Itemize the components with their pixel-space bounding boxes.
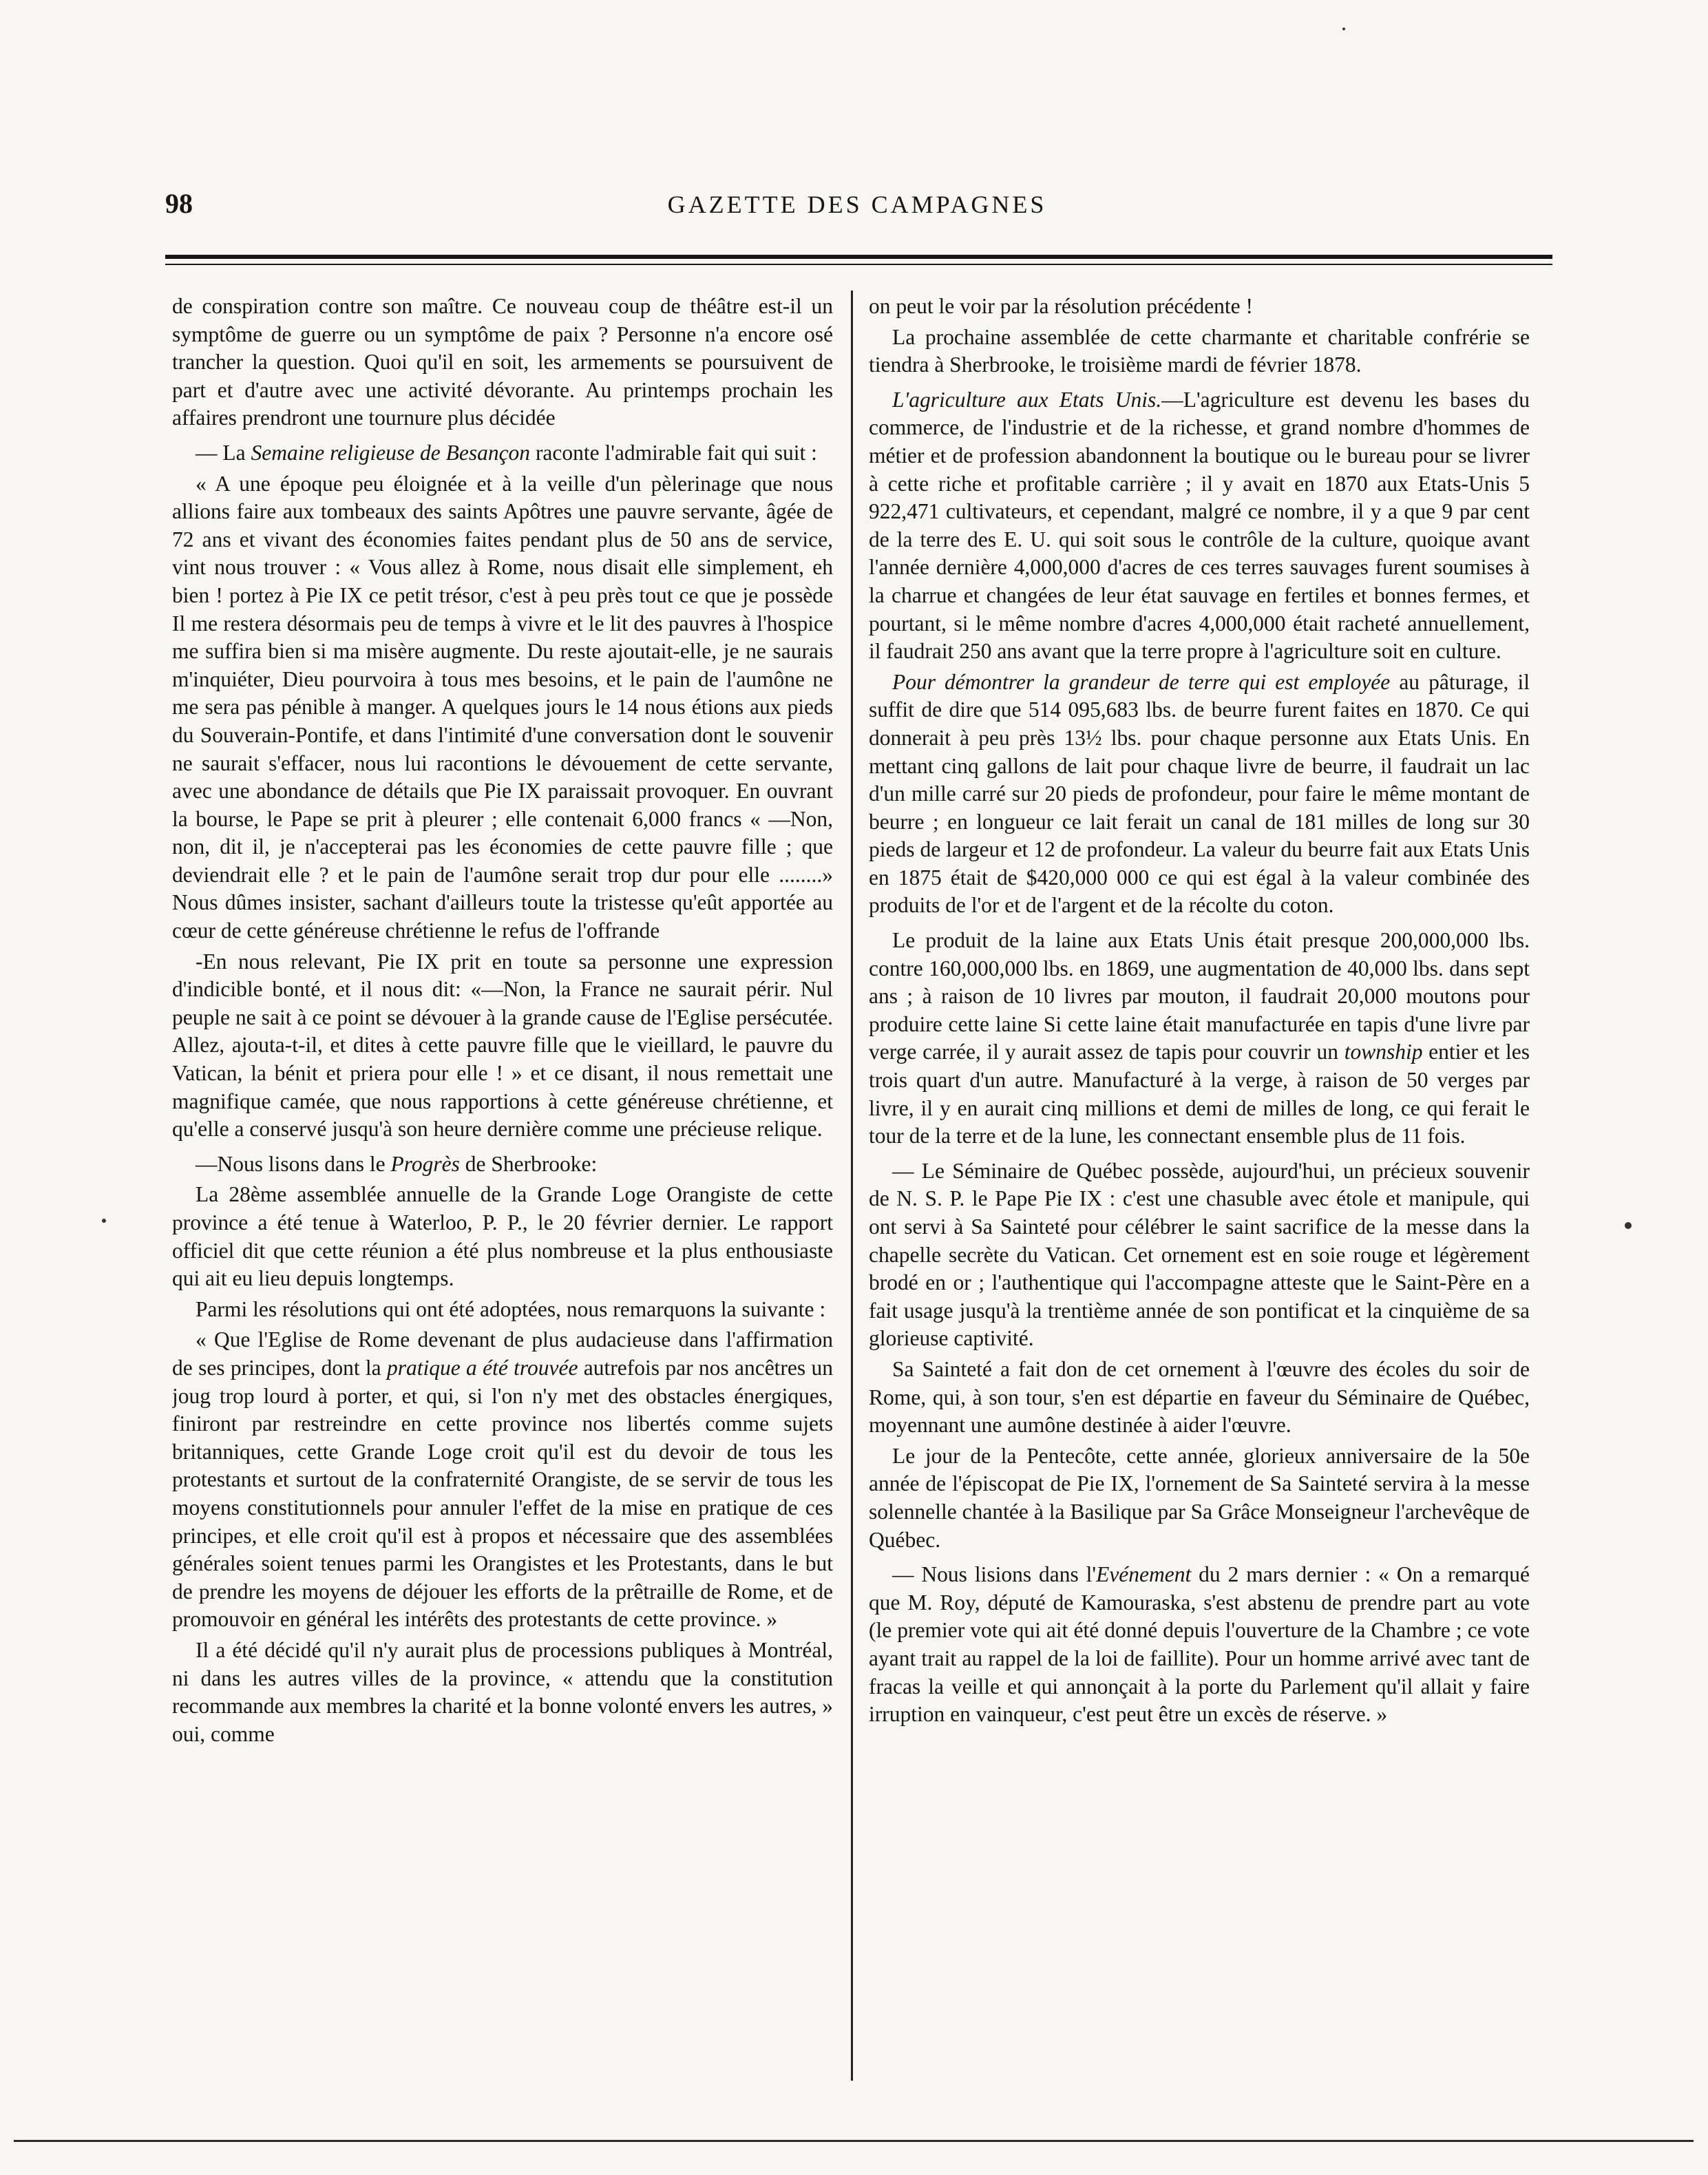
evenement-note: — Nous lisions dans l'Evénement du 2 mars dernier : « On a remarqué que M. Roy, député de Kamouraska, s'est abstenu de prendre part au vote (le premier vote qui ait été donné depuis l'ouverture de la Chambre ; ce vote ayant trait au rappel de la loi de faillite). Pour un homme arrivé avec tant de fracas la veille et qui annonçait à la porte du Parlement qu'il allait y faire irruption en vainqueur, c'est peut être un excès de réserve. » (869, 1562, 1530, 1727)
page-number: 98 (165, 188, 193, 219)
agriculture-article: L'agriculture aux Etats Unis.—L'agriculture est devenu les bases du commerce, de l'industrie et de la richesse, et grand nombre d'hommes de métier et de profession abandonnent la boutique ou le bureau pour se livrer à cette riche et profitable carrière ; il y avait en 1870 aux Etats-Unis 5 922,471 cultivateurs, et cependant, malgré ce nombre, il y a que 9 par cent de la terre des E. U. qui soit sous le contrôle de la culture, quoique avant l'année dernière 4,000,000 d'acres de ces terres sauvages furent soumises à la charrue et changées de leur état sauvage en fertiles et bonnes fermes, et pourtant, si le même nombre d'acres 4,000,000 était racheté annuellement, il faudrait 250 ans avant que la terre propre à l'agriculture soit en culture. (869, 387, 1530, 664)
running-title: GAZETTE DES CAMPAGNES (667, 191, 1047, 218)
header-rule-thin (165, 264, 1552, 265)
column-divider (851, 291, 853, 2081)
header-rule-thick (165, 255, 1552, 259)
scan-speck (102, 1219, 106, 1223)
pilgrimage-story: « A une époque peu éloignée et à la veille d'un pèlerinage que nous allions faire aux tombeaux des saints Apôtres une pauvre servante, âgée de 72 ans et vivant des économies faites pendant plus de 50 ans de service, vint nous trouver : « Vous allez à Rome, nous disait elle simplement, eh bien ! portez à Pie IX ce petit trésor, c'est à peu près tout ce que je possède Il me restera désormais peu de temps à vivre et le lit des pauvres à l'hospice me suffira bien si ma misère augmente. Du reste ajoutait-elle, je ne saurais m'inquiéter, Dieu pourvoira à tous mes besoins, et le pain de l'aumône ne me sera pas pénible à manger. A quelques jours le 14 nous étions aux pieds du Souverain-Pontife, et dans l'intimité d'une conversation dont le souvenir ne saurait s'effacer, nous lui racontions le dévouement de cette servante, avec une abondance de détails que Pie IX paraissait provoquer. En ouvrant la bourse, le Pape se prit à pleurer ; elle contenait 6,000 francs « —Non, non, dit il, je n'accepterai pas les économies de cette pauvre fille ; que deviendrait elle ? et le pain de l'aumône serait trop dur pour elle ........» Nous dûmes insister, sachant d'ailleurs toute la tristesse qu'eût apportée au cœur de cette généreuse chrétienne le refus de l'offrande (172, 471, 833, 943)
article-continuation: de conspiration contre son maître. Ce nouveau coup de théâtre est-il un symptôme de guerre ou un symptôme de paix ? Personne n'a encore osé trancher la question. Quoi qu'il en soit, les armements se poursuivent de part et d'autre avec une activité dévorante. Au printemps prochain les affaires prendront une tournure plus décidée (172, 294, 833, 430)
bottom-rule (14, 2140, 1694, 2142)
wool-statistics: Le produit de la laine aux Etats Unis était presque 200,000,000 lbs. contre 160,000,000 lbs. en 1869, une augmentation de 40,000 lbs. dans sept ans ; à raison de 10 livres par mouton, il faudrait 20,000 moutons pour produire cette laine Si cette laine était manufacturée en tapis d'une livre par verge carrée, il y aurait assez de tapis pour couvrir un township entier et les trois quart d'un autre. Manufacturé à la verge, à raison de 50 verges par livre, il y en aurait cinq millions et demi de milles de long, ce qui ferait le tour de la terre et de la lune, les connectant ensemble plus de 11 fois. (869, 928, 1530, 1148)
sherbrooke-intro: —Nous lisons dans le Progrès de Sherbrooke: (196, 1151, 598, 1176)
right-column (869, 293, 1530, 2062)
article-continuation: on peut le voir par la résolution précédente ! (869, 294, 1254, 318)
source-title: Semaine religieuse de Besançon (251, 440, 531, 465)
scan-speck (1342, 28, 1345, 30)
source-title: Evénement (1096, 1562, 1192, 1587)
orange-lodge-meeting: La 28ème assemblée annuelle de la Grande Loge Orangiste de cette province a été tenue à Waterloo, P. P., le 20 février dernier. Le rapport officiel dit que cette réunion a été plus nombreuse et la plus enthousiaste qui ait eu lieu depuis longtemps. (172, 1182, 833, 1291)
butter-statistics: Pour démontrer la grandeur de terre qui est employée au pâturage, il suffit de dire que 514 095,683 lbs. de beurre furent faites en 1870. Ce qui donnerait à peu près 13½ lbs. pour chaque personne aux Etats Unis. En mettant cinq gallons de lait pour chaque livre de beurre, il faudrait un lac d'un mille carré sur 20 pieds de profondeur, pour faire le même montant de beurre ; en longueur ce lait ferait un canal de 181 milles de long sur 30 pieds de largeur et 12 de profondeur. La valeur du beurre fait aux Etats Unis en 1875 était de $420,000 000 ce qui est égal à la valeur combinée des produits de l'or et de l'argent et de la récolte du coton. (869, 669, 1530, 918)
next-meeting: La prochaine assemblée de cette charmante et charitable confrérie se tiendra à Sherbrooke, le troisième mardi de février 1878. (869, 324, 1530, 377)
orange-resolution: « Que l'Eglise de Rome devenant de plus audacieuse dans l'affirmation de ses principes, dont la pratique a été trouvée autrefois par nos ancêtres un joug trop lourd à porter, et qui, si l'on n'y met des obstacles énergiques, finiront par restreindre en cette province nos libertés comme sujets britanniques, cette Grande Loge croit qu'il est du devoir de tous les protestants et surtout de la confraternité Orangiste, de se servir de tous les moyens constitutionnels pour annuler l'effet de la mise en pratique de ces principes, et elle croit qu'il est à propos et nécessaire que des assemblées générales soient tenues parmi les Orangistes et les Protestants, dans le but de prendre les moyens de déjouer les efforts de la prêtraille de Rome, et de promouvoir en général les intérêts des protestants de cette province. » (172, 1327, 833, 1632)
source-title: Progrès (390, 1151, 460, 1176)
left-column (172, 293, 833, 2062)
procession-decision: Il a été décidé qu'il n'y aurait plus de processions publiques à Montréal, ni dans les autres villes de la province, « attendu que la constitution recommande aux membres la charité et la bonne volonté envers les autres, » oui, comme (172, 1637, 833, 1746)
besancon-intro: — La Semaine religieuse de Besançon raconte l'admirable fait qui suit : (196, 440, 817, 465)
section-title: L'agriculture aux Etats Unis. (892, 387, 1162, 412)
chasuble-gift: Sa Sainteté a fait don de cet ornement à l'œuvre des écoles du soir de Rome, qui, à son tour, s'en est départie en faveur du Séminaire de Québec, moyennant une aumône destinée à aider l'œuvre. (869, 1356, 1530, 1438)
scan-speck (1625, 1222, 1632, 1229)
pius-blessing: -En nous relevant, Pie IX prit en toute sa personne une expression d'indicible bonté, et il nous dit: «—Non, la France ne saurait périr. Nul peuple ne sait à ce point se dévouer à la grande cause de l'Eglise persécutée. Allez, ajouta-t-il, et dites à cette pauvre fille que le vieillard, le pauvre du Vatican, la bénit et priera pour elle ! » et ce disant, il nous remettait une magnifique camée, que nous rapportions à cette généreuse chrétienne, et qu'elle a conservé jusqu'à son heure dernière comme une précieuse relique. (172, 949, 833, 1142)
seminary-chasuble: — Le Séminaire de Québec possède, aujourd'hui, un précieux souvenir de N. S. P. le Pape Pie IX : c'est une chasuble avec étole et manipule, qui ont servi à Sa Sainteté pour célébrer le saint sacrifice de la messe dans la chapelle secrète du Vatican. Cet ornement est en soie rouge et légèrement brodé en or ; l'authentique qui l'accompagne atteste que le Saint-Père en a fait usage jusqu'à la trentième année de son pontificat et la cinquième de sa glorieuse captivité. (869, 1158, 1530, 1351)
page-header (165, 187, 1549, 229)
resolutions-intro: Parmi les résolutions qui ont été adoptées, nous remarquons la suivante : (196, 1296, 826, 1321)
pentecost-mass: Le jour de la Pentecôte, cette année, glorieux anniversaire de la 50e année de l'épiscopat de Pie IX, l'ornement de Sa Sainteté servira à la messe solennelle chantée à la Basilique par Sa Grâce Monseigneur l'archevêque de Québec. (869, 1443, 1530, 1552)
